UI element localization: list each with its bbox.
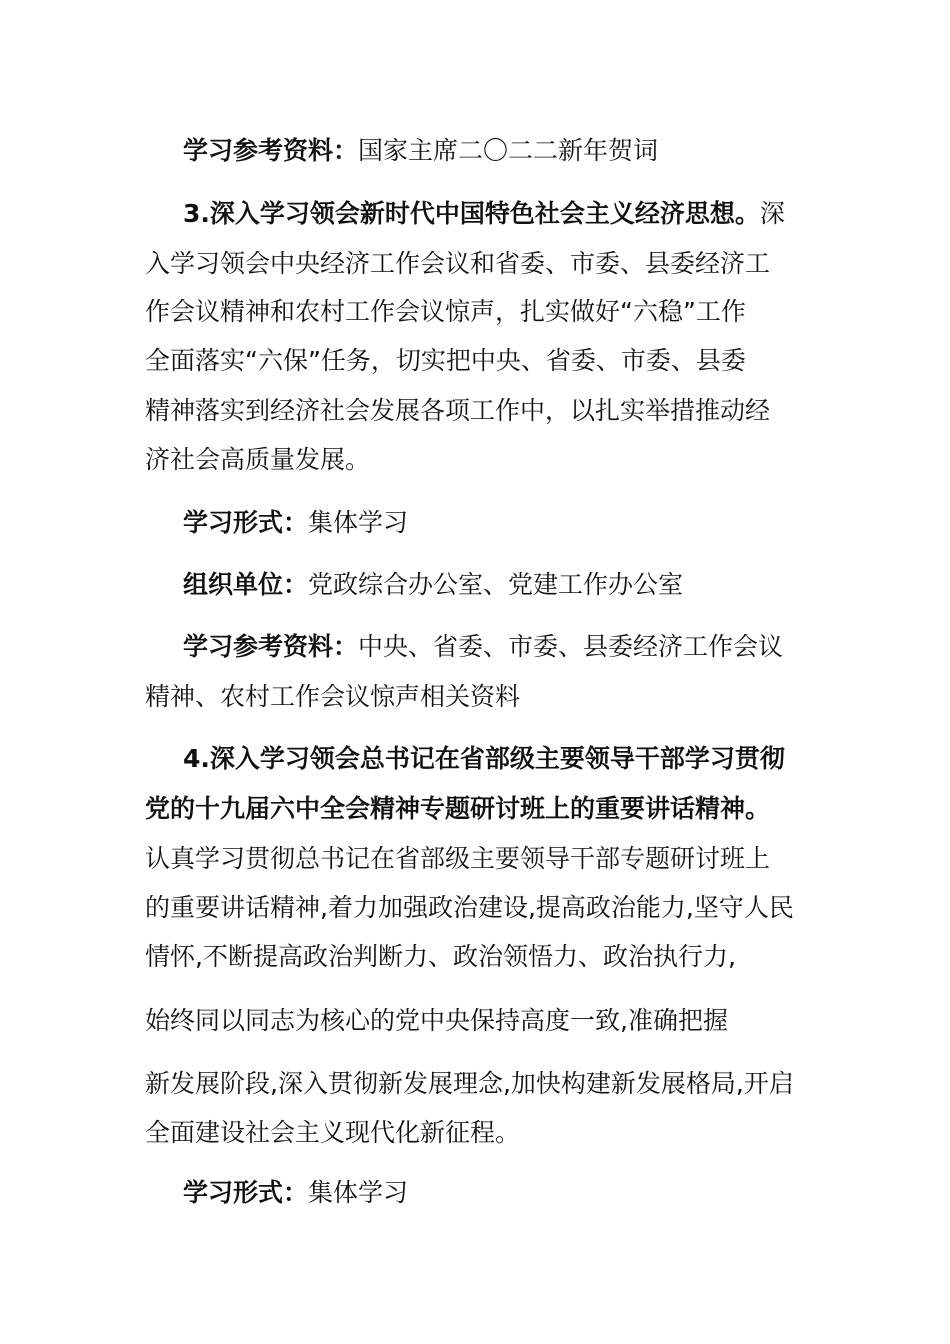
study-form-line bbox=[183, 507, 848, 539]
item-4-title-line-2: 党的十九届六中全会精神专题研讨班上的重要讲话精神。 bbox=[145, 794, 771, 823]
study-form-text: 集体学习 bbox=[308, 1178, 409, 1207]
paragraph-line: 的重要讲话精神,着力加强政治建设,提高政治能力,坚守人民 bbox=[145, 893, 794, 922]
paragraph-line: 全面落实“六保”任务，切实把中央、省委、市委、县委 bbox=[145, 346, 746, 375]
paragraph-line: 精神落实到经济社会发展各项工作中，以扎实举措推动经 bbox=[145, 396, 771, 425]
study-form-line-2 bbox=[183, 1177, 848, 1209]
reference-line-1 bbox=[183, 135, 848, 167]
reference-text: 国家主席二〇二二新年贺词 bbox=[358, 136, 659, 165]
reference-line-2 bbox=[183, 631, 848, 663]
paragraph-line: 始终同以同志为核心的党中央保持高度一致,准确把握 bbox=[145, 1006, 728, 1035]
reference-text: 中央、省委、市委、县委经济工作会议 bbox=[358, 632, 784, 661]
paragraph-line: 作会议精神和农村工作会议惊声，扎实做好“六稳”工作 bbox=[145, 297, 746, 326]
study-form-text: 集体学习 bbox=[308, 508, 409, 537]
paragraph-line: 认真学习贯彻总书记在省部级主要领导干部专题研讨班上 bbox=[145, 844, 771, 873]
paragraph-line: 新发展阶段,深入贯彻新发展理念,加快构建新发展格局,开启 bbox=[145, 1069, 794, 1098]
organizer-label: 组织单位： bbox=[183, 570, 309, 599]
paragraph-line: 全面建设社会主义现代化新征程。 bbox=[145, 1118, 521, 1147]
organizer-text: 党政综合办公室、党建工作办公室 bbox=[308, 570, 684, 599]
reference-label: 学习参考资料： bbox=[183, 136, 359, 165]
paragraph-line: 入学习领会中央经济工作会议和省委、市委、县委经济工 bbox=[145, 249, 771, 278]
item-3-title: 3.深入学习领会新时代中国特色社会主义经济思想。 bbox=[183, 199, 760, 228]
paragraph-line: 济社会高质量发展。 bbox=[145, 445, 371, 474]
organizer-line bbox=[183, 569, 848, 601]
study-form-label: 学习形式： bbox=[183, 1178, 309, 1207]
reference-label: 学习参考资料： bbox=[183, 632, 359, 661]
item-4-title-line-1: 4.深入学习领会总书记在省部级主要领导干部学习贯彻 bbox=[183, 744, 785, 773]
study-form-label: 学习形式： bbox=[183, 508, 309, 537]
item-3-lead: 深 bbox=[759, 199, 785, 228]
item-3-heading bbox=[183, 198, 848, 230]
reference-continuation: 精神、农村工作会议惊声相关资料 bbox=[145, 682, 521, 711]
paragraph-line: 情怀,不断提高政治判断力、政治领悟力、政治执行力, bbox=[145, 942, 736, 971]
